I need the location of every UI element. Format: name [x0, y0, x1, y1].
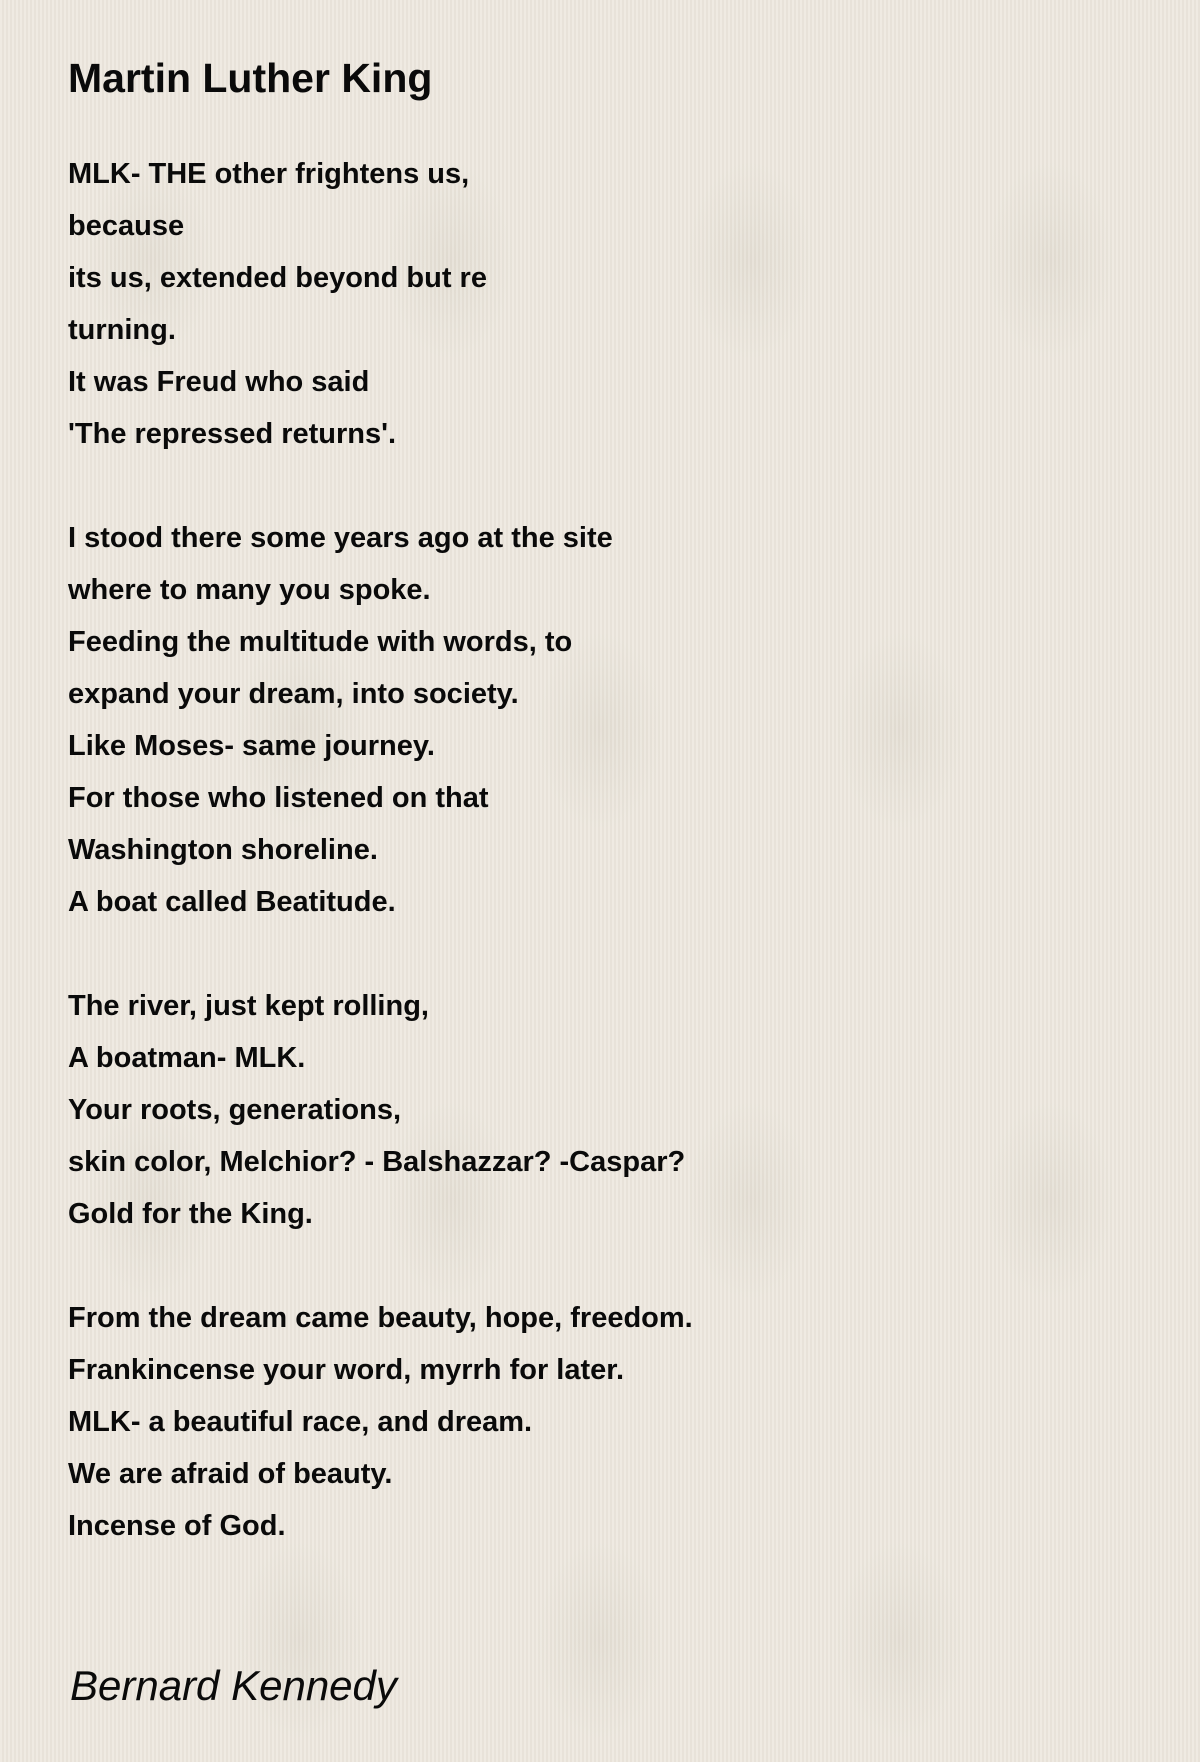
poem-line: It was Freud who said: [68, 366, 370, 398]
poem-line: expand your dream, into society.: [68, 678, 519, 710]
poem-line: Your roots, generations,: [68, 1094, 402, 1126]
poem-line: Like Moses- same journey.: [68, 730, 435, 762]
stanza: [68, 512, 693, 928]
poem-line: its us, extended beyond but re: [68, 262, 487, 294]
stanza: [68, 148, 693, 460]
poem-line: Washington shoreline.: [68, 834, 378, 866]
poem-title: Martin Luther King: [68, 55, 433, 101]
stanza: [68, 1292, 693, 1552]
poem-line: I stood there some years ago at the site: [68, 522, 613, 554]
poem-line: A boatman- MLK.: [68, 1042, 306, 1074]
poem-line: We are afraid of beauty.: [68, 1458, 393, 1490]
poem-line: For those who listened on that: [68, 782, 489, 814]
poem-line: The river, just kept rolling,: [68, 990, 429, 1022]
poem-line: where to many you spoke.: [68, 574, 431, 606]
poem-line: Feeding the multitude with words, to: [68, 626, 573, 658]
poem-line: Gold for the King.: [68, 1198, 313, 1230]
poem-line: Incense of God.: [68, 1510, 286, 1542]
stanza: [68, 980, 693, 1240]
poem-body: [68, 148, 693, 1604]
poem-line: turning.: [68, 314, 176, 346]
poem-line: MLK- a beautiful race, and dream.: [68, 1406, 533, 1438]
poem-line: because: [68, 210, 185, 242]
poem-line: A boat called Beatitude.: [68, 886, 396, 918]
poem-author: Bernard Kennedy: [70, 1662, 397, 1709]
poem-line: skin color, Melchior? - Balshazzar? -Caspar?: [68, 1146, 686, 1178]
poem-line: From the dream came beauty, hope, freedom.: [68, 1302, 693, 1334]
poem-line: MLK- THE other frightens us,: [68, 158, 470, 190]
poem-line: 'The repressed returns'.: [68, 418, 397, 450]
poem-line: Frankincense your word, myrrh for later.: [68, 1354, 624, 1386]
